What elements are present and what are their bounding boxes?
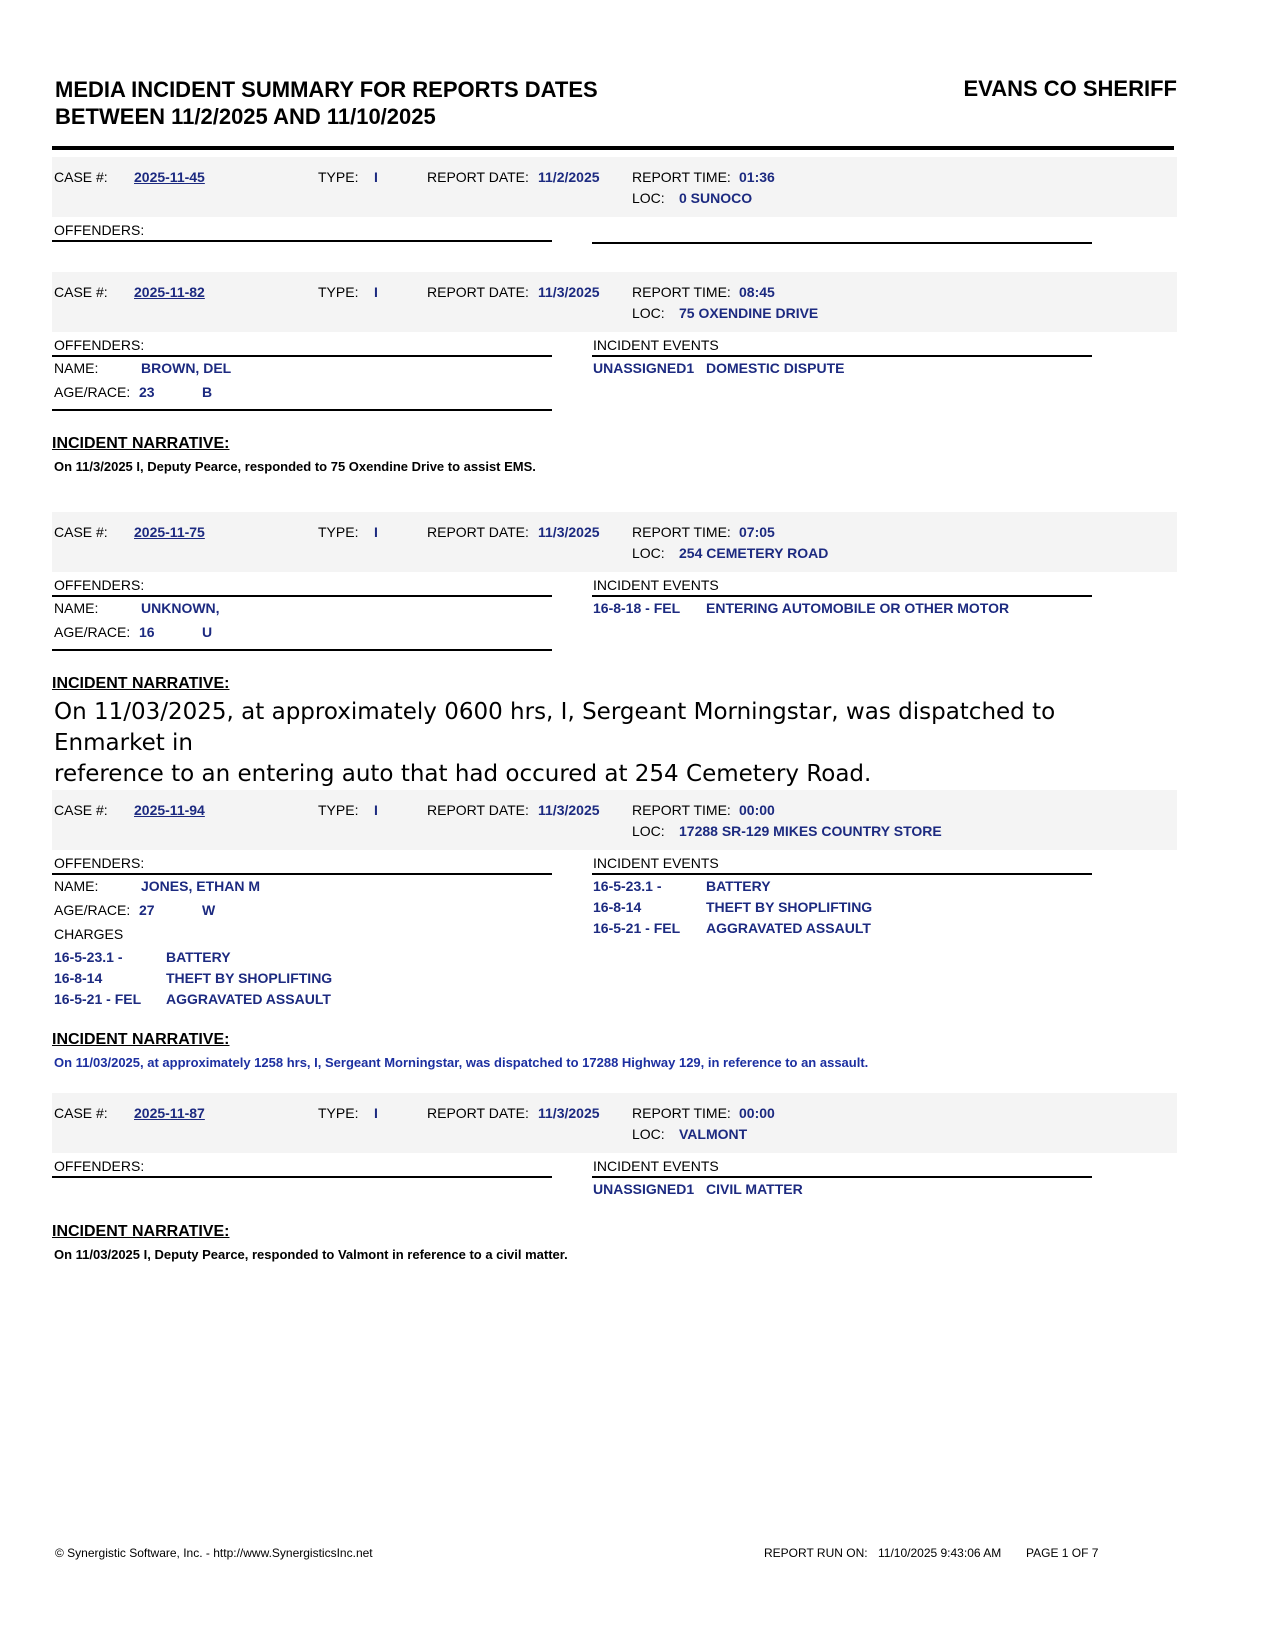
narrative-heading: INCIDENT NARRATIVE: [52, 435, 230, 452]
incident-events-label: INCIDENT EVENTS [593, 855, 719, 871]
events-rule [592, 355, 1092, 357]
incident-events-label: INCIDENT EVENTS [593, 577, 719, 593]
report-date-value: 11/3/2025 [538, 524, 600, 540]
report-date-value: 11/3/2025 [538, 802, 600, 818]
footer-page-number: PAGE 1 OF 7 [1026, 1546, 1099, 1560]
charge-desc: THEFT BY SHOPLIFTING [166, 970, 333, 986]
charge-code: 16-5-23.1 - [54, 949, 123, 965]
type-value: I [374, 524, 378, 540]
offenders-rule [52, 873, 552, 875]
footer-copyright: © Synergistic Software, Inc. - http://www.SynergisticsInc.net [55, 1546, 373, 1560]
offender-race: W [202, 902, 216, 918]
case-block [52, 790, 1177, 1070]
event-desc: THEFT BY SHOPLIFTING [706, 899, 873, 915]
offenders-rule [52, 355, 552, 357]
event-code: 16-8-18 - FEL [593, 600, 681, 616]
case-header-band [52, 157, 1177, 217]
event-desc: AGGRAVATED ASSAULT [706, 920, 871, 936]
case-header-band [52, 272, 1177, 332]
case-number-link[interactable]: 2025-11-75 [134, 524, 205, 540]
event-code: 16-5-21 - FEL [593, 920, 681, 936]
age-race-label: AGE/RACE: [54, 384, 131, 400]
incident-events-label: INCIDENT EVENTS [593, 1158, 719, 1174]
offenders-end-rule [52, 409, 552, 411]
report-time-label: REPORT TIME: [632, 284, 731, 300]
charges-label: CHARGES [54, 926, 124, 942]
report-title-line1: MEDIA INCIDENT SUMMARY FOR REPORTS DATES [55, 77, 598, 102]
report-date-value: 11/2/2025 [538, 169, 600, 185]
loc-label: LOC: [632, 190, 665, 206]
type-value: I [374, 169, 378, 185]
loc-value: 0 SUNOCO [679, 190, 753, 206]
narrative-heading: INCIDENT NARRATIVE: [52, 1223, 230, 1240]
narrative-line: reference to an entering auto that had occured at 254 Cemetery Road. [54, 761, 872, 787]
report-date-label: REPORT DATE: [427, 524, 529, 540]
offender-name: UNKNOWN, [141, 600, 220, 616]
type-value: I [374, 1105, 378, 1121]
case-number-link[interactable]: 2025-11-82 [134, 284, 205, 300]
offender-name: BROWN, DEL [141, 360, 232, 376]
case-block [52, 1093, 1177, 1262]
offenders-label: OFFENDERS: [54, 222, 145, 238]
offender-age: 27 [139, 902, 155, 918]
loc-value: 254 CEMETERY ROAD [679, 545, 829, 561]
report-time-value: 00:00 [739, 1105, 775, 1121]
report-time-value: 00:00 [739, 802, 775, 818]
age-race-label: AGE/RACE: [54, 902, 131, 918]
case-header-band [52, 512, 1177, 572]
narrative-line: On 11/03/2025, at approximately 0600 hrs, I, Sergeant Morningstar, was dispatched to Enmarket in [54, 699, 1056, 756]
charge-code: 16-5-21 - FEL [54, 991, 142, 1007]
footer-run-on: 11/10/2025 9:43:06 AM [878, 1546, 1002, 1560]
footer-run-on-label: REPORT RUN ON: [764, 1546, 868, 1560]
narrative-heading: INCIDENT NARRATIVE: [52, 675, 230, 692]
offenders-label: OFFENDERS: [54, 1158, 145, 1174]
charge-desc: AGGRAVATED ASSAULT [166, 991, 331, 1007]
case-header-band [52, 790, 1177, 850]
loc-label: LOC: [632, 545, 665, 561]
name-label: NAME: [54, 600, 99, 616]
offenders-rule [52, 1176, 552, 1178]
report-time-label: REPORT TIME: [632, 524, 731, 540]
type-label: TYPE: [318, 284, 359, 300]
report-date-value: 11/3/2025 [538, 284, 600, 300]
event-code: 16-5-23.1 - [593, 878, 662, 894]
offenders-label: OFFENDERS: [54, 855, 145, 871]
report-date-label: REPORT DATE: [427, 284, 529, 300]
type-label: TYPE: [318, 169, 359, 185]
case-number-link[interactable]: 2025-11-45 [134, 169, 205, 185]
type-label: TYPE: [318, 802, 359, 818]
case-number-link[interactable]: 2025-11-87 [134, 1105, 205, 1121]
event-code: UNASSIGNED1 [593, 1181, 695, 1197]
case-label: CASE #: [54, 802, 108, 818]
event-code: UNASSIGNED1 [593, 360, 695, 376]
narrative-heading: INCIDENT NARRATIVE: [52, 1031, 230, 1048]
case-number-link[interactable]: 2025-11-94 [134, 802, 205, 818]
incident-events-label: INCIDENT EVENTS [593, 337, 719, 353]
loc-label: LOC: [632, 1126, 665, 1142]
age-race-label: AGE/RACE: [54, 624, 131, 640]
narrative-text: On 11/03/2025, at approximately 1258 hrs, I, Sergeant Morningstar, was dispatched to 17288 Highway 129, in reference to an assault. [54, 1055, 869, 1070]
type-label: TYPE: [318, 524, 359, 540]
events-rule [592, 595, 1092, 597]
event-desc: ENTERING AUTOMOBILE OR OTHER MOTOR [706, 600, 1010, 616]
report-date-label: REPORT DATE: [427, 169, 529, 185]
event-desc: CIVIL MATTER [706, 1181, 803, 1197]
case-label: CASE #: [54, 524, 108, 540]
report-time-label: REPORT TIME: [632, 802, 731, 818]
agency-name: EVANS CO SHERIFF [963, 76, 1177, 101]
loc-label: LOC: [632, 305, 665, 321]
report-time-value: 07:05 [739, 524, 775, 540]
offenders-end-rule [52, 649, 552, 651]
offender-name: JONES, ETHAN M [141, 878, 261, 894]
event-code: 16-8-14 [593, 899, 642, 915]
events-rule [592, 873, 1092, 875]
events-rule [592, 1176, 1092, 1178]
case-label: CASE #: [54, 169, 108, 185]
offender-race: B [202, 384, 213, 400]
report-time-value: 01:36 [739, 169, 775, 185]
report-date-label: REPORT DATE: [427, 802, 529, 818]
offender-race: U [202, 624, 213, 640]
loc-value: 75 OXENDINE DRIVE [679, 305, 819, 321]
header-divider [52, 146, 1174, 150]
case-label: CASE #: [54, 284, 108, 300]
case-block [52, 157, 1177, 238]
narrative-text: On 11/03/2025 I, Deputy Pearce, responded to Valmont in reference to a civil matter. [54, 1247, 568, 1262]
loc-value: 17288 SR-129 MIKES COUNTRY STORE [679, 823, 942, 839]
offenders-label: OFFENDERS: [54, 337, 145, 353]
case-block [52, 272, 1177, 474]
report-title [55, 76, 598, 130]
report-date-label: REPORT DATE: [427, 1105, 529, 1121]
narrative-text [54, 697, 1114, 790]
charge-desc: BATTERY [166, 949, 231, 965]
loc-label: LOC: [632, 823, 665, 839]
report-time-value: 08:45 [739, 284, 775, 300]
offender-age: 23 [139, 384, 155, 400]
charge-code: 16-8-14 [54, 970, 103, 986]
case-block [52, 512, 1177, 787]
offenders-rule [52, 595, 552, 597]
name-label: NAME: [54, 360, 99, 376]
narrative-text: On 11/3/2025 I, Deputy Pearce, responded to 75 Oxendine Drive to assist EMS. [54, 459, 536, 474]
event-desc: DOMESTIC DISPUTE [706, 360, 845, 376]
report-title-line2: BETWEEN 11/2/2025 AND 11/10/2025 [55, 104, 436, 129]
offender-age: 16 [139, 624, 155, 640]
report-time-label: REPORT TIME: [632, 1105, 731, 1121]
name-label: NAME: [54, 878, 99, 894]
case-label: CASE #: [54, 1105, 108, 1121]
report-time-label: REPORT TIME: [632, 169, 731, 185]
event-desc: BATTERY [706, 878, 771, 894]
type-value: I [374, 284, 378, 300]
offenders-label: OFFENDERS: [54, 577, 145, 593]
offenders-rule [52, 240, 552, 242]
loc-value: VALMONT [679, 1126, 748, 1142]
type-value: I [374, 802, 378, 818]
events-rule [592, 242, 1092, 244]
report-date-value: 11/3/2025 [538, 1105, 600, 1121]
case-header-band [52, 1093, 1177, 1153]
type-label: TYPE: [318, 1105, 359, 1121]
